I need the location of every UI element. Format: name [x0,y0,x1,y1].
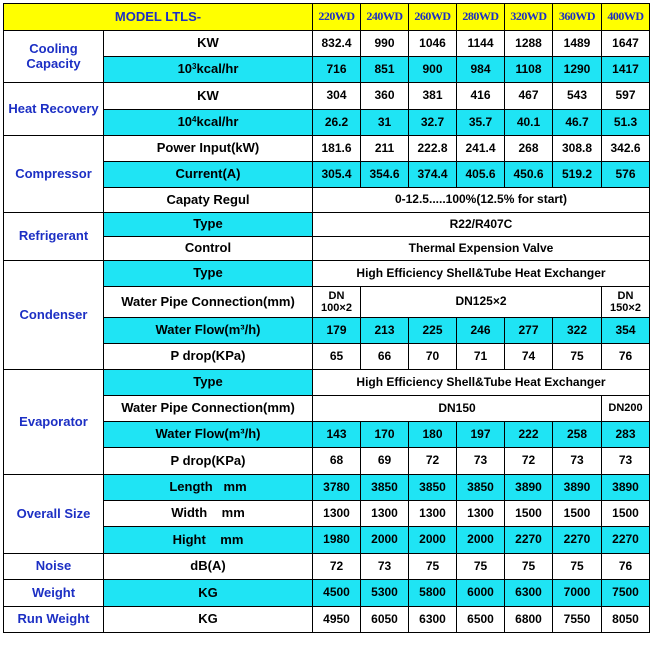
heat-kw-value: 381 [409,83,457,110]
condenser-flow-value: 225 [409,318,457,344]
cooling-kcal-value: 851 [361,57,409,83]
noise-value: 75 [553,554,602,580]
condenser-pipe-label: Water Pipe Connection(mm) [104,287,313,318]
power-input-label: Power Input(kW) [104,136,313,162]
power-input-value: 342.6 [602,136,650,162]
compressor-label: Compressor [4,136,104,213]
model-320wd: 320WD [505,4,553,31]
evaporator-pdrop-value: 73 [457,448,505,475]
evaporator-flow-value: 222 [505,422,553,448]
heat-kcal-value: 40.1 [505,110,553,136]
evaporator-pdrop-value: 68 [313,448,361,475]
evaporator-flow-value: 170 [361,422,409,448]
heat-kcal-unit [104,110,313,136]
evaporator-pdrop-value: 73 [553,448,602,475]
width-value: 1500 [505,501,553,527]
model-220wd: 220WD [313,4,361,31]
weight-label: Weight [4,580,104,607]
current-value: 354.6 [361,162,409,188]
condenser-pdrop-value: 76 [602,344,650,370]
evaporator-flow-value: 180 [409,422,457,448]
evaporator-pdrop-value: 73 [602,448,650,475]
run-weight-value: 6500 [457,607,505,633]
cooling-kcal-value: 984 [457,57,505,83]
current-value: 576 [602,162,650,188]
height-value: 2270 [602,527,650,554]
unit-suffix: kcal/hr [196,114,239,130]
current-value: 405.6 [457,162,505,188]
weight-value: 7500 [602,580,650,607]
height-label: Hight mm [104,527,313,554]
width-value: 1500 [553,501,602,527]
current-value: 374.4 [409,162,457,188]
condenser-flow-value: 179 [313,318,361,344]
width-value: 1300 [409,501,457,527]
cooling-kcal-unit [104,57,313,83]
unit-exponent: 4 [192,115,197,125]
evaporator-type-row [4,370,650,396]
condenser-flow-value: 322 [553,318,602,344]
evaporator-pdrop-label: P drop(KPa) [104,448,313,475]
unit-exponent: 3 [192,62,197,72]
condenser-pdrop-value: 75 [553,344,602,370]
evaporator-flow-value: 258 [553,422,602,448]
condenser-flow-value: 354 [602,318,650,344]
cooling-kw-value: 1489 [553,31,602,57]
noise-value: 75 [457,554,505,580]
width-label: Width mm [104,501,313,527]
heat-kw-value: 360 [361,83,409,110]
run-weight-value: 8050 [602,607,650,633]
run-weight-value: 4950 [313,607,361,633]
condenser-flow-value: 246 [457,318,505,344]
height-value: 2000 [457,527,505,554]
evaporator-pdrop-value: 69 [361,448,409,475]
evaporator-type-value: High Efficiency Shell&Tube Heat Exchanger [313,370,650,396]
power-input-value: 181.6 [313,136,361,162]
unit-prefix: 10 [177,61,193,77]
model-240wd: 240WD [361,4,409,31]
unit-prefix: 10 [177,114,193,130]
run-weight-value: 6050 [361,607,409,633]
noise-value: 73 [361,554,409,580]
length-value: 3850 [409,475,457,501]
current-value: 305.4 [313,162,361,188]
heat-kw-value: 467 [505,83,553,110]
condenser-pdrop-value: 65 [313,344,361,370]
length-value: 3780 [313,475,361,501]
weight-value: 6000 [457,580,505,607]
evaporator-pipe-last: DN200 [602,396,650,422]
current-value: 450.6 [505,162,553,188]
height-value: 2000 [409,527,457,554]
length-label: Length mm [104,475,313,501]
model-260wd: 260WD [409,4,457,31]
cooling-kw-unit: KW [104,31,313,57]
width-value: 1300 [457,501,505,527]
weight-value: 5800 [409,580,457,607]
unit-suffix: kcal/hr [196,61,239,77]
cooling-kcal-value: 1108 [505,57,553,83]
size-length-row [4,475,650,501]
noise-value: 76 [602,554,650,580]
model-360wd: 360WD [553,4,602,31]
compressor-power-row [4,136,650,162]
condenser-flow-value: 213 [361,318,409,344]
heat-kw-value: 304 [313,83,361,110]
condenser-label: Condenser [4,261,104,370]
evaporator-flow-label: Water Flow(m³/h) [104,422,313,448]
model-400wd: 400WD [602,4,650,31]
noise-value: 72 [313,554,361,580]
length-value: 3890 [602,475,650,501]
condenser-pdrop-value: 74 [505,344,553,370]
capacity-regul-label: Capaty Regul [104,188,313,213]
condenser-pdrop-value: 66 [361,344,409,370]
length-value: 3850 [457,475,505,501]
refrigerant-control-value: Thermal Expension Valve [313,237,650,261]
cooling-kcal-value: 900 [409,57,457,83]
evaporator-pipe-label: Water Pipe Connection(mm) [104,396,313,422]
model-280wd: 280WD [457,4,505,31]
capacity-regul-value: 0-12.5.....100%(12.5% for start) [313,188,650,213]
run-weight-value: 6800 [505,607,553,633]
condenser-type-label: Type [104,261,313,287]
condenser-pdrop-value: 70 [409,344,457,370]
evaporator-pdrop-value: 72 [409,448,457,475]
height-value: 2270 [553,527,602,554]
heat-kcal-value: 31 [361,110,409,136]
noise-value: 75 [409,554,457,580]
weight-unit: KG [104,580,313,607]
cooling-kw-row [4,31,650,57]
height-value: 2000 [361,527,409,554]
cooling-kcal-value: 1417 [602,57,650,83]
heat-kw-unit: KW [104,83,313,110]
evaporator-type-label: Type [104,370,313,396]
weight-row [4,580,650,607]
refrigerant-type-label: Type [104,213,313,237]
heat-kw-value: 416 [457,83,505,110]
cooling-kcal-value: 1290 [553,57,602,83]
refrigerant-label: Refrigerant [4,213,104,261]
heat-kw-value: 543 [553,83,602,110]
heat-kw-row [4,83,650,110]
heat-kw-value: 597 [602,83,650,110]
cooling-kw-value: 1288 [505,31,553,57]
length-value: 3850 [361,475,409,501]
run-weight-value: 7550 [553,607,602,633]
width-value: 1300 [313,501,361,527]
heat-kcal-value: 51.3 [602,110,650,136]
weight-value: 6300 [505,580,553,607]
evaporator-label: Evaporator [4,370,104,475]
run-weight-value: 6300 [409,607,457,633]
noise-row [4,554,650,580]
width-value: 1500 [602,501,650,527]
heat-kcal-value: 32.7 [409,110,457,136]
cooling-kw-value: 1046 [409,31,457,57]
condenser-pipe-last: DN 150×2 [602,287,650,318]
evaporator-flow-value: 143 [313,422,361,448]
width-value: 1300 [361,501,409,527]
overall-size-label: Overall Size [4,475,104,554]
noise-unit: dB(A) [104,554,313,580]
heat-kcal-value: 35.7 [457,110,505,136]
condenser-pipe-first: DN 100×2 [313,287,361,318]
length-value: 3890 [505,475,553,501]
power-input-value: 268 [505,136,553,162]
current-label: Current(A) [104,162,313,188]
evaporator-flow-value: 197 [457,422,505,448]
cooling-kcal-value: 716 [313,57,361,83]
heat-kcal-value: 46.7 [553,110,602,136]
condenser-pipe-middle: DN125×2 [361,287,602,318]
weight-value: 4500 [313,580,361,607]
power-input-value: 308.8 [553,136,602,162]
condenser-type-value: High Efficiency Shell&Tube Heat Exchanger [313,261,650,287]
condenser-pdrop-label: P drop(KPa) [104,344,313,370]
condenser-type-row [4,261,650,287]
evaporator-pdrop-value: 72 [505,448,553,475]
condenser-pdrop-value: 71 [457,344,505,370]
cooling-capacity-label: Cooling Capacity [4,31,104,83]
run-weight-row [4,607,650,633]
model-title: MODEL LTLS- [4,4,313,31]
power-input-value: 241.4 [457,136,505,162]
noise-value: 75 [505,554,553,580]
power-input-value: 222.8 [409,136,457,162]
current-value: 519.2 [553,162,602,188]
heat-recovery-label: Heat Recovery [4,83,104,136]
refrigerant-type-row [4,213,650,237]
length-value: 3890 [553,475,602,501]
condenser-flow-value: 277 [505,318,553,344]
weight-value: 7000 [553,580,602,607]
run-weight-label: Run Weight [4,607,104,633]
refrigerant-control-label: Control [104,237,313,261]
cooling-kw-value: 1647 [602,31,650,57]
height-value: 2270 [505,527,553,554]
header-row [4,4,650,31]
cooling-kw-value: 832.4 [313,31,361,57]
condenser-flow-label: Water Flow(m³/h) [104,318,313,344]
evaporator-flow-value: 283 [602,422,650,448]
spec-table [3,3,650,633]
cooling-kw-value: 990 [361,31,409,57]
refrigerant-type-value: R22/R407C [313,213,650,237]
height-value: 1980 [313,527,361,554]
power-input-value: 211 [361,136,409,162]
evaporator-pipe-main: DN150 [313,396,602,422]
weight-value: 5300 [361,580,409,607]
noise-label: Noise [4,554,104,580]
cooling-kw-value: 1144 [457,31,505,57]
run-weight-unit: KG [104,607,313,633]
heat-kcal-value: 26.2 [313,110,361,136]
